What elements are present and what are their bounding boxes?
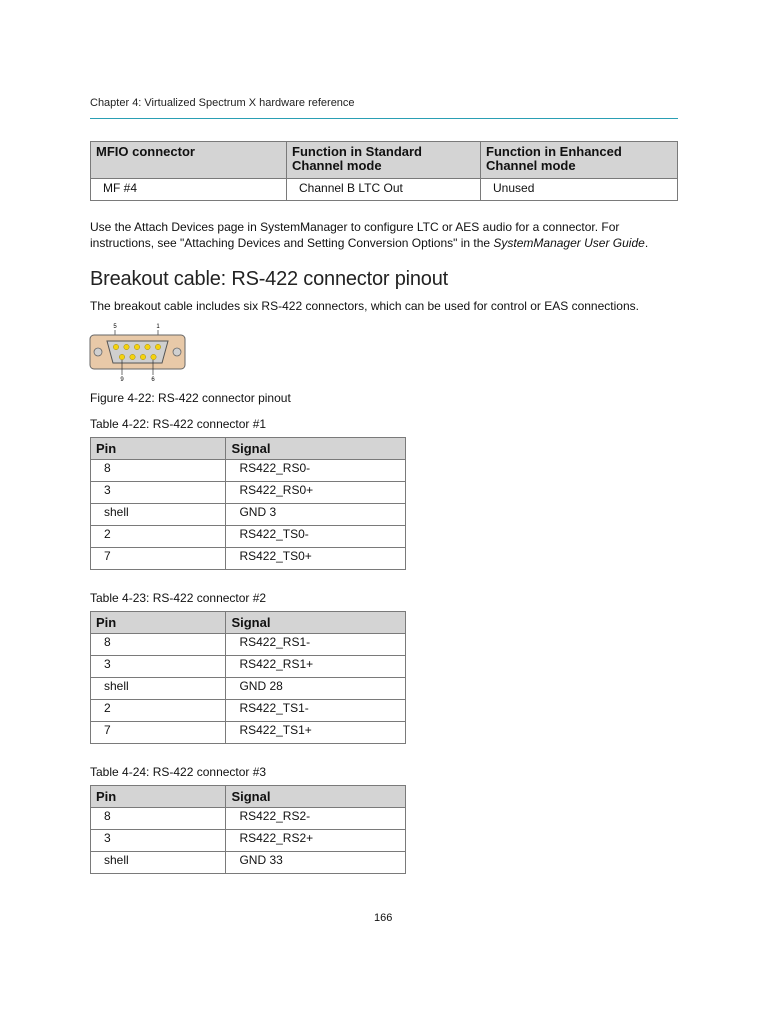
table-header-row <box>91 612 406 634</box>
table-row <box>91 460 406 482</box>
table-cell: 8 <box>91 808 226 830</box>
table-cell: RS422_RS0- <box>226 460 406 482</box>
table-caption: Table 4-23: RS-422 connector #2 <box>90 591 267 605</box>
column-header: Signal <box>226 438 406 460</box>
section-intro: The breakout cable includes six RS-422 connectors, which can be used for control or EAS connections. <box>90 299 639 313</box>
table-row <box>91 700 406 722</box>
table-cell: GND 28 <box>226 678 406 700</box>
table-cell: 3 <box>91 656 226 678</box>
table-cell: shell <box>91 852 226 874</box>
column-header: Pin <box>91 438 226 460</box>
table-cell: RS422_RS2- <box>226 808 406 830</box>
mounting-hole <box>173 348 181 356</box>
table-cell: 3 <box>91 830 226 852</box>
table-row <box>91 678 406 700</box>
header-rule <box>90 118 678 119</box>
paragraph-end: . <box>644 236 649 250</box>
table-cell: RS422_RS2+ <box>226 830 406 852</box>
table-cell: GND 3 <box>226 504 406 526</box>
section-title: Breakout cable: RS-422 connector pinout <box>90 268 448 290</box>
mounting-hole <box>94 348 102 356</box>
column-header: Pin <box>91 786 226 808</box>
table-row <box>91 830 406 852</box>
table-cell: shell <box>91 504 226 526</box>
table-cell: 2 <box>91 700 226 722</box>
column-header: Function in Enhanced Channel mode <box>481 142 678 179</box>
table-cell: 8 <box>91 460 226 482</box>
table-cell: RS422_RS1+ <box>226 656 406 678</box>
table-caption: Table 4-22: RS-422 connector #1 <box>90 417 267 431</box>
guide-title: SystemManager User Guide <box>493 236 645 250</box>
page-number: 166 <box>374 912 393 924</box>
table-cell: Unused <box>481 179 678 201</box>
table-cell: MF #4 <box>91 179 287 201</box>
table-row <box>91 656 406 678</box>
table-row <box>91 722 406 744</box>
table-row <box>91 482 406 504</box>
table-row <box>91 504 406 526</box>
rs422-connector-2-table <box>90 611 406 744</box>
column-header: MFIO connector <box>91 142 287 179</box>
column-header: Signal <box>226 786 406 808</box>
mfio-table <box>90 141 678 201</box>
table-cell: GND 33 <box>226 852 406 874</box>
pin-label-6: 6 <box>151 377 155 383</box>
table-row <box>91 548 406 570</box>
column-header: Function in Standard Channel mode <box>287 142 481 179</box>
pin-label-5: 5 <box>113 324 117 330</box>
chapter-header: Chapter 4: Virtualized Spectrum X hardware reference <box>90 97 355 109</box>
rs422-connector-figure <box>88 320 188 384</box>
pin-label-1: 1 <box>156 324 160 330</box>
table-header-row <box>91 438 406 460</box>
table-cell: RS422_TS1+ <box>226 722 406 744</box>
attach-devices-paragraph <box>90 219 680 251</box>
table-cell: Channel B LTC Out <box>287 179 481 201</box>
table-cell: 3 <box>91 482 226 504</box>
table-row <box>91 808 406 830</box>
table-header-row <box>91 786 406 808</box>
table-row <box>91 852 406 874</box>
table-cell: 7 <box>91 722 226 744</box>
table-header-row <box>91 142 678 179</box>
figure-caption: Figure 4-22: RS-422 connector pinout <box>90 391 291 405</box>
rs422-connector-1-table <box>90 437 406 570</box>
table-row <box>91 526 406 548</box>
table-row <box>91 634 406 656</box>
table-row <box>91 179 678 201</box>
table-cell: RS422_RS0+ <box>226 482 406 504</box>
table-cell: 2 <box>91 526 226 548</box>
column-header: Signal <box>226 612 406 634</box>
column-header: Pin <box>91 612 226 634</box>
table-cell: RS422_TS0- <box>226 526 406 548</box>
rs422-connector-3-table <box>90 785 406 874</box>
paragraph-text: Use the Attach Devices page in SystemManager to configure LTC or AES audio for a connector. For instructions, see "Attaching Devices and Setting Conversion Options" in the <box>90 220 620 250</box>
table-cell: RS422_TS1- <box>226 700 406 722</box>
table-cell: 7 <box>91 548 226 570</box>
table-cell: shell <box>91 678 226 700</box>
pin-label-9: 9 <box>120 377 124 383</box>
table-cell: RS422_RS1- <box>226 634 406 656</box>
table-caption: Table 4-24: RS-422 connector #3 <box>90 765 267 779</box>
table-cell: RS422_TS0+ <box>226 548 406 570</box>
table-cell: 8 <box>91 634 226 656</box>
